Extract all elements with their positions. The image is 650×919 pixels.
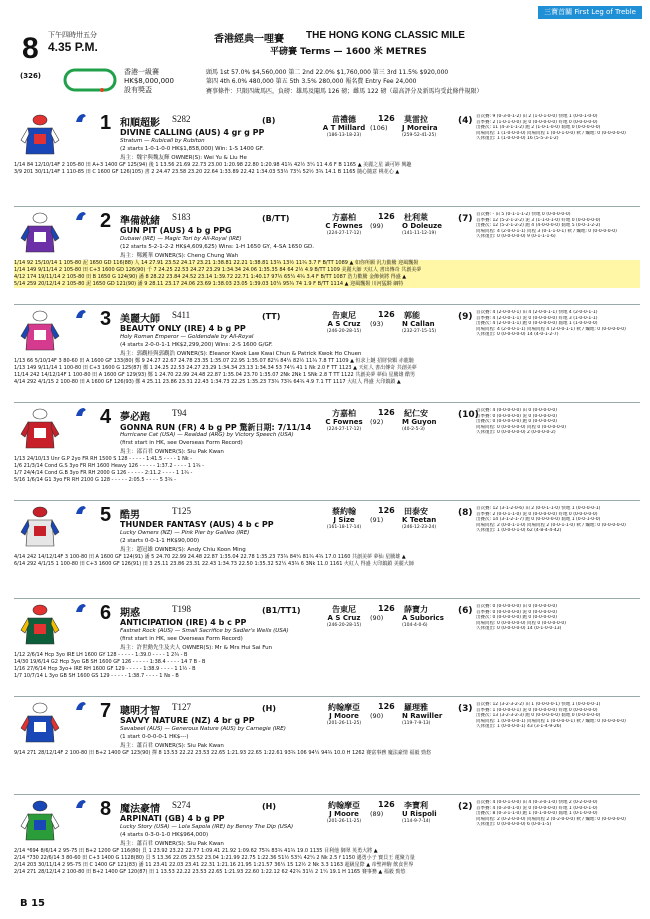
rating: (93) xyxy=(370,320,384,328)
horse-head-icon xyxy=(74,504,88,516)
stats-line: 首次賽: 4 (2-0-0-0-1) 田 4 (2-0-0-1-1) 快地 4 (2-0-0-1-1) xyxy=(476,310,598,315)
form-row: 2/14 271 28/12/14 2 100-80 田 B+2 1400 GF 120(87) 田 1 13.53 22.22 23.53 22.65 1:21.93 22.60 1:22.12 62 42¾ 31½ 2 1¼ 19.1 H 1165 賽事務 ▲ 福毅 勁悠 xyxy=(14,869,406,875)
brand-number: T127 xyxy=(172,702,191,712)
stats-line: 同場同程: 1 (1-0-0-0-0) 同場同程 1 (0-0-1-0-0) 軟 / 爛地: 0 (0-0-0-0-0) xyxy=(476,130,626,136)
barrier-draw: (8) xyxy=(458,508,473,518)
trainer-en: A S Cruz xyxy=(327,614,361,622)
runner-divider xyxy=(14,696,640,697)
form-row: 1/12 2/6/14 Hcp 3yo IRE LH 1600 GY 128 - - - - - 1:39.0 - - - - 1 2¾ - B xyxy=(14,652,188,658)
horse-name-cn: 夢必跑 xyxy=(120,412,150,423)
race-title-en: THE HONG KONG CLASSIC MILE xyxy=(306,30,465,41)
barrier-draw: (10) xyxy=(458,410,479,420)
form-row: 5/14 259 20/12/14 2 105-80 泥 1650 GD 121(90) 潘 9 28.11 23.17 24.06 23.69 1:38.03 23.05 1:39.03 10¼ 95¾ 74 1.9 F B/TT 1114 ▲ 迎風飄揚 川河猛騎 綱特 xyxy=(14,281,640,288)
stats-line: 首季賽: 2 (1-0-1-0-0) 泥 0 (0-0-0-0-0) 好地 0 (0-0-0-0-0) xyxy=(476,119,598,125)
stats-line: 同場同程: 4 (2-0-0-1-1) 同場同程 4 (2-0-0-1-1) 軟 / 爛地: 0 (0-0-0-0-0) xyxy=(476,326,626,332)
stats-line: 出賽次: 8 (0-3-1-1-0) 跑 1 (0-1-0-0-0) 黏地 1 (0-1-0-0-0) xyxy=(476,811,598,817)
form-table xyxy=(14,750,640,757)
stats-line: 首次賽: 12 (3-1-2-0-6) 田 2 (0-0-1-1-0) 快地 1 (0-0-0-0-1) xyxy=(476,506,601,511)
barrier-draw: (2) xyxy=(458,802,473,812)
runner-divider xyxy=(14,206,640,207)
form-table xyxy=(14,554,640,568)
stats-line: 首季賽: 4 (2-0-0-1-1) 泥 0 (0-0-0-0-0) 好地 3 (1-0-0-1-1) xyxy=(476,315,598,321)
pedigree: Fastnet Rock (AUS) — Small Sacrifice by Sadler's Wells (USA) xyxy=(120,628,289,634)
brand-number: S411 xyxy=(172,310,191,320)
runner-entry xyxy=(14,502,640,602)
rating: (99) xyxy=(370,222,384,230)
race-conditions: 賽事條件：只限四歲馬匹，負磅：雄馬及閹馬 126 磅；雌馬 122 磅（最高評分及新馬均受此條件規限） xyxy=(206,88,483,95)
form-row: 1/7 10/7/14 L 3yo GB SH 1600 GS 129 - - - - - 1:38.7 - - - - 1 Ns - B xyxy=(14,673,179,679)
form-row: 2/14 *694 8/6/14 2 95-75 田 B+2 1200 GF 116(80) 貝 1 23.92 23.22 22.77 1:09.41 21.92 1:09.62 75¾ 83¾ 41¾ 19.0 1135 目利他 御翠 英勇大將 ▲ xyxy=(14,848,378,854)
stats-line: 首次賽: 4 (0-0-0-0-0) 田 0 (0-0-0-0-0) xyxy=(476,408,558,413)
form-row: 2/14 203 30/11/14 2 95-75 田 C 1400 GF 121(83) 潘 11 23.41 22.03 23.41 22.31 1:21.16 21.95 1:21.57 36¼ 15 12½ 2 Nk 3.3 1163 超級星際 ▲ 帝聖神駒 飲食世界 xyxy=(14,862,414,868)
rating: (90) xyxy=(370,614,384,622)
form-table xyxy=(14,162,640,176)
gear: (B/TT) xyxy=(262,214,290,223)
jockey-cn: 羅理雅 xyxy=(404,703,428,712)
form-table xyxy=(14,652,640,680)
runner-entry xyxy=(14,208,640,308)
rating: (106) xyxy=(370,124,388,132)
brand-number: T125 xyxy=(172,506,191,516)
weight: 126 xyxy=(378,800,395,809)
stats-line: 首次賽: 12 (3-2-3-2-2) 田 1 (0-0-0-0-1) 快地 1 (0-0-0-0-1) xyxy=(476,702,601,707)
pedigree: Holy Roman Emperor — Goldendale by All-Royal xyxy=(120,334,254,340)
trainer-record: (224-27-17-12) xyxy=(326,427,362,432)
jockey-cn: 李寶利 xyxy=(404,801,428,810)
race-number: 8 xyxy=(22,32,39,65)
stats-block xyxy=(476,702,636,730)
horse-name-en: DIVINE CALLING (AUS) 4 gr g PP xyxy=(120,128,265,137)
trainer-cn: 方嘉柏 xyxy=(332,409,356,418)
gear: (B) xyxy=(262,116,276,125)
trainer-cn: 告東尼 xyxy=(332,605,356,614)
jockey-en: M Guyon xyxy=(402,418,437,426)
stats-line: 久休復出: 0 (0-0-0-0-0) 2 (0-0-0-0-2) xyxy=(476,430,556,436)
form-row: 2/14 *730 22/6/14 3 80-60 田 C+3 1400 G 1128(80) 貝 5 13.36 22.05 23.52 23.04 1:21.99 22.75 1:22.36 51½ 53¼ 42¼ 2 Nk 2.5 f 1150 邁勇小子 寶貝王 蓮聚力量 xyxy=(14,855,415,861)
form-row: 1/13 24/10/13 Unr G.P 2yo FR RH 1500 S 128 - - - - - 1:41.5 - - - - 1 Nk - xyxy=(14,456,193,462)
career-record: (12 starts 5-2-1-2-2 HK$4,609,625) Wins: 1-H 1650 GY, 4-SA 1650 GD. xyxy=(120,244,314,250)
weight: 126 xyxy=(378,310,395,319)
form-row: 1/6 21/3/14 Cond G.S 3yo FR RH 1600 Heavy 126 - - - - - 1:37.2 - - - - 1 1¾ - xyxy=(14,463,204,469)
stats-line: 同場同程: 2 (0-0-1-1-0) 同場同程 2 (0-0-1-1-0) 軟 / 爛地: 0 (0-0-0-0-0) xyxy=(476,522,626,528)
brand-number: S183 xyxy=(172,212,191,222)
stats-line: 久休復出: 0 (0-0-0-0-0) 6 (0-0-1-5) xyxy=(476,822,552,828)
stats-line: 出賽次: 0 (0-0-0-0-0) 跑 0 (0-0-0-0-0) xyxy=(476,615,558,621)
trainer-cn: 約翰摩亞 xyxy=(328,801,360,810)
career-record: (4 starts 2-0-0-1-1 HK$2,299,200) Wins: 2-S 1600 G/GF. xyxy=(120,342,273,348)
brand-number: S274 xyxy=(172,800,191,810)
stats-line: 首季賽: 2 (0-0-1-1-0) 泥 0 (0-0-0-0-0) 好地 0 (0-0-0-0-0) xyxy=(476,511,598,517)
trainer-en: C Fownes xyxy=(325,222,363,230)
trainer-cn: 告東尼 xyxy=(332,311,356,320)
horse-head-icon xyxy=(74,602,88,614)
runner-divider xyxy=(14,598,640,599)
prize-money xyxy=(206,68,448,86)
horse-head-icon xyxy=(74,308,88,320)
race-class xyxy=(124,68,174,95)
stats-block xyxy=(476,114,636,142)
stats-line: 出賽次: 0 (0-0-0-0-0) 跑 0 (0-0-0-0-0) xyxy=(476,419,558,425)
stats-line: 同場同程: 0 (0-0-0-0-0) 同程 0 (0-0-0-0-0) xyxy=(476,620,567,626)
owner: 馬主：許世勳先生及夫人 OWNER(S): Mr & Mrs Hui Sai Fun xyxy=(120,645,273,651)
owner: 馬主：郭觀桂與郭觀浩 OWNER(S): Eleanor Kwok Law Kwai Chun & Patrick Kwok Ho Chuen xyxy=(120,351,362,357)
form-row: 9/14 271 28/12/14F 2 100-80 田 B+2 1400 GF 123(90) 擇 8 13.53 22.22 23.53 22.65 1:21.93 22.65 1:22.61 93¾ 106 94¼ 94¾ 10.0 H 1262 賽富事務 魔法豪情 福毅 勁悠 xyxy=(14,750,432,756)
trainer-en: A T Millard xyxy=(322,124,366,132)
pedigree: Lucky Story (USA) — Lola Sapola (IRE) by Benny The Dip (USA) xyxy=(120,824,294,830)
barrier-draw: (6) xyxy=(458,606,473,616)
barrier-draw: (7) xyxy=(458,214,473,224)
owner: 馬主：鄭鑊華 OWNER(S): Cheng Chung Wah xyxy=(120,253,239,259)
runner-entry xyxy=(14,110,640,210)
stats-line: 同場同程: 4 (2-0-0-1-1) 同程 3 (0-1-1-0-1) 軟 / 爛地: 0 (0-0-0-0-0) xyxy=(476,228,617,234)
stats-block xyxy=(476,604,636,632)
owner: 馬主：邵百君 OWNER(S): Siu Pak Kwan xyxy=(120,449,224,455)
horse-name-en: THUNDER FANTASY (AUS) 4 b c PP xyxy=(120,520,274,529)
weight: 126 xyxy=(378,408,395,417)
career-record: (4 starts 0-3-0-1-0 HK$964,000) xyxy=(120,832,209,838)
jockey-en: K Teetan xyxy=(402,516,437,524)
stats-line: 出賽次: 13 (3-2-3-2-3) 跑 0 (0-0-0-0-0) 黏地 0 (0-0-0-0-0) xyxy=(476,713,601,719)
gear: (H) xyxy=(262,802,277,811)
jockey-silks-icon xyxy=(20,212,60,254)
form-row: 1/14 84 12/10/14F 2 105-80 田 A+3 1400 GF 125(94) 後 1 13.56 21.69 22.73 23.00 1:20.98 22.80 1:20.98 41¾ 42½ 3¼ 11 4.6 F B 1165 ▲ 美麗之星 識可婷 興趣 xyxy=(14,162,412,168)
stats-line: 首季賽: 1 (0-0-0-0-1) 泥 0 (0-0-0-0-0) 好地 0 (0-0-0-0-0) xyxy=(476,707,598,713)
saddle-cloth-number: 4 xyxy=(100,406,112,428)
jockey-en: N Rawiller xyxy=(402,712,443,720)
horse-name-en: SAVVY NATURE (NZ) 4 br g PP xyxy=(120,716,255,725)
runner-entry xyxy=(14,698,640,798)
trainer-record: (186-13-18-23) xyxy=(326,133,362,138)
barrier-draw: (9) xyxy=(458,312,473,322)
stats-line: 久休復出: 0 (0-0-0-0-0) 9 (0-1-1-1-6) xyxy=(476,234,556,240)
jockey-record: (232-27-15-15) xyxy=(402,329,437,334)
owner: 馬主：蕭百君 OWNER(S): Siu Pak Kwan xyxy=(120,841,224,847)
jockey-record: (246-12-23-24) xyxy=(402,525,437,530)
runner-divider xyxy=(14,402,640,403)
horse-name-cn: 期惑 xyxy=(120,608,140,619)
stats-block xyxy=(476,408,636,436)
page-number: B 15 xyxy=(20,898,46,909)
owner: 馬主：魏宇與魏友輝 OWNER(S): Wei Yu & Liu He xyxy=(120,155,247,161)
jockey-silks-icon xyxy=(20,310,60,352)
horse-name-en: GONNA RUN (FR) 4 b g PP 驚新日期: 7/11/14 xyxy=(120,423,312,432)
form-row: 6/14 292 4/1/15 1 100-80 田 C+3 1600 GF 126(91) 田 3 25.11 23.86 23.31 22.43 1:34.73 22.50 1:35.32 52¼ 43¾ 6 3Nk 11.0 1161 火紅人 得盛 大印鎮鎖 美麗大師 xyxy=(14,561,414,567)
jockey-silks-icon xyxy=(20,408,60,450)
trainer-cn: 苗禮德 xyxy=(332,115,356,124)
weight: 126 xyxy=(378,506,395,515)
form-row: 1/14 92 15/10/14 1 105-80 泥 1650 GD 116(88) 人 14 27.91 23.52 24.17 23.21 1:38.81 22.21 1:38.81 13¾ 13½ 11¾ 3.7 F B/TT 1089 ▲ 如你所願 汎力勤騰 迎風飄揚 xyxy=(14,260,640,267)
rating: (92) xyxy=(370,418,384,426)
weight: 126 xyxy=(378,702,395,711)
horse-name-en: ARPINATI (GB) 4 b g PP xyxy=(120,814,225,823)
career-record: (2 starts 0-0-1-1 HK$90,000) xyxy=(120,538,200,544)
trainer-cn: 方嘉柏 xyxy=(332,213,356,222)
race-time: 4.35 P.M. xyxy=(48,40,98,54)
horse-name-cn: 聰明才智 xyxy=(120,706,160,717)
track-map-icon xyxy=(62,66,118,94)
trainer-en: J Moore xyxy=(329,810,359,818)
trainer-en: C Fownes xyxy=(325,418,363,426)
horse-head-icon xyxy=(74,406,88,418)
stats-line: 久休復出: 0 (0-0-0-0-0) 14 (4-0-1-2-7) xyxy=(476,332,559,338)
jockey-cn: 莫雷拉 xyxy=(404,115,428,124)
form-row: 5/16 1/6/14 G1 3yo FR RH 2100 G 128 - - - - - 2:05.5 - - - - 5 3¾ - xyxy=(14,477,176,483)
race-trophy: 設有獎盃 xyxy=(124,86,152,94)
form-row: 4/14 242 14/12/14F 3 100-80 田 A 1600 GF 124(91) 潘 5 24.70 22.99 24.48 22.87 1:35.04 22.78 1:35.23 73¾ 84¼ 81¾ 4¾ 17.0 1160 共創美夢 夢仙 星騰雄 ▲ xyxy=(14,554,406,560)
trainer-record: (246-20-28-15) xyxy=(326,329,362,334)
runner-entry xyxy=(14,796,640,896)
saddle-cloth-number: 8 xyxy=(100,798,112,820)
form-table xyxy=(14,456,640,484)
jockey-en: U Rispoli xyxy=(402,810,437,818)
jockey-cn: 田泰安 xyxy=(404,507,428,516)
saddle-cloth-number: 2 xyxy=(100,210,112,232)
race-terms: 平磅賽 Terms — 1600 米 METRES xyxy=(270,47,427,57)
gear: (B1/TT1) xyxy=(262,606,301,615)
stats-block xyxy=(476,800,636,828)
stats-line: 出賽次: 12 (5-2-1-2-2) 跑 4 (4-0-0-0-0) 黏地 5 (0-0-1-2-2) xyxy=(476,223,601,229)
stats-line: 同場同程: 1 (0-0-0-0-1) 同場同程 1 (0-0-0-0-1) 軟 / 爛地: 0 (0-0-0-0-0) xyxy=(476,718,626,724)
stats-line: 出賽次: 4 (2-0-0-1-1) 跑 0 (0-0-0-0-0) 黏地 1 (1-0-0-0-0) xyxy=(476,321,598,327)
runner-entry xyxy=(14,600,640,700)
rating: (89) xyxy=(370,810,384,818)
pedigree: Savabeel (AUS) — Generous Nature (AUS) by Carnegie (IRE) xyxy=(120,726,286,732)
race-header xyxy=(14,20,640,110)
stats-line: 久休復出: 1 (0-0-0-1-0) 62 (4-8-4-4-42) xyxy=(476,528,562,534)
horse-head-icon xyxy=(74,798,88,810)
stats-line: 久休復出: 0 (0-0-0-0-0) 14 (0-1-0-0-13) xyxy=(476,626,562,632)
stats-line: 首次賽: 9 (0-3-0-1-2) 田 2 (1-0-1-0-0) 快地 1 (0-0-1-0-0) xyxy=(476,114,598,119)
brand-number: T198 xyxy=(172,604,191,614)
stats-line: 首季賽: 4 (0-3-0-1-0) 泥 0 (0-0-0-0-0) 好地 1 (0-0-0-1-0) xyxy=(476,805,598,811)
horse-name-cn: 準備就緒 xyxy=(120,216,160,227)
stats-line: 首次賽: 0 (0-0-0-0-0) 田 0 (0-0-0-0-0) xyxy=(476,604,558,609)
gear: (H) xyxy=(262,704,277,713)
horse-name-cn: 美麗大師 xyxy=(120,314,160,325)
form-table xyxy=(14,848,640,876)
form-table xyxy=(14,260,640,288)
jockey-record: (40-2-5-3) xyxy=(402,427,425,432)
pedigree: Hurricane Cat (USA) — Realdad (ARG) by Victory Speech (USA) xyxy=(120,432,294,438)
jockey-en: O Doleuze xyxy=(402,222,442,230)
runner-entry xyxy=(14,404,640,504)
jockey-record: (114-9-7-14) xyxy=(402,819,431,824)
saddle-cloth-number: 5 xyxy=(100,504,112,526)
pedigree: Lucky Owners (NZ) — Pink Pier by Galileo (IRE) xyxy=(120,530,250,536)
jockey-record: (119-7-9-13) xyxy=(402,721,431,726)
stats-block xyxy=(476,310,636,338)
stats-block xyxy=(476,212,636,240)
pedigree: Dubawi (IRE) — Magic Tori by All-Royal (IRE) xyxy=(120,236,242,242)
horse-name-cn: 和順超影 xyxy=(120,118,160,129)
stats-line: 首季賽: 0 (0-0-0-0-0) 泥 0 (0-0-0-0-0) xyxy=(476,413,558,419)
horse-name-cn: 酷男 xyxy=(120,510,140,521)
owner: 馬主：趙冠雄 OWNER(S): Andy Chiu Koon Ming xyxy=(120,547,246,553)
trainer-en: A S Cruz xyxy=(327,320,361,328)
trainer-record: (201-26-11-25) xyxy=(326,819,362,824)
stats-line: 同場同程: 0 (0-0-0-0-0) 同程 0 (0-0-0-0-0) xyxy=(476,424,567,430)
form-row: 1/14 149 9/11/14 2 105-80 田 C+3 1600 GD 126(90) 千 7 24.25 22.53 24.27 23.29 1:34.34 24.06 1:35.35 84 64 2½ 4.9 B/TT 1109 美麗大師 天紅人 書出傳奇 共創美夢 xyxy=(14,267,640,274)
trainer-cn: 約翰摩亞 xyxy=(328,703,360,712)
career-record: (2 starts 1-0-1-0-0 HK$1,858,000) Win: 1-S 1400 GF. xyxy=(120,146,264,152)
form-table xyxy=(14,358,640,386)
trainer-cn: 蔡約翰 xyxy=(332,507,356,516)
horse-name-en: GUN PIT (AUS) 4 b g PPG xyxy=(120,226,232,235)
stats-line: 首季賽: 12 (5-2-1-2-2) 泥 3 (1-1-0-1-0) 好地 0 (0-0-0-0-0) xyxy=(476,217,601,223)
race-time-cn: 下午四時卅五分 xyxy=(48,31,97,39)
saddle-cloth-number: 7 xyxy=(100,700,112,722)
form-row: 1/13 149 9/11/14 1 100-80 田 C+3 1600 G 125(87) 鄭 1 24.25 22.53 24.27 23.29 1:34.34 23.13 1:34.34 53 74¼ 41 1 Nk 2.0 F TT 1123 ▲ 天紅人 書出傳奇 共創美夢 xyxy=(14,365,417,371)
race-class-line: 香港一級賽 xyxy=(124,68,159,76)
form-row: 4/14 292 4/1/15 2 100-80 田 A 1600 GF 126(93) 鄭 4 25.11 23.86 23.31 22.43 1:34.73 22.25 1:35.23 73¾ 73¾ 64¾ 4.9 7.1 TT 1117 大紅人 得盛 大印鎮鎖 ▲ xyxy=(14,379,401,385)
saddle-cloth-number: 3 xyxy=(100,308,112,330)
horse-name-cn: 魔法豪情 xyxy=(120,804,160,815)
stats-line: 首季賽: 0 (0-0-0-0-0) 泥 0 (0-0-0-0-0) xyxy=(476,609,558,615)
stats-line: 首次賽: - 田 5 (0-1-1-1-2) 快地 0 (0-0-0-0-0) xyxy=(476,212,571,217)
trainer-en: J Moore xyxy=(329,712,359,720)
jockey-silks-icon xyxy=(20,604,60,646)
form-row: 3/9 201 30/11/14F 1 110-85 田 C 1600 GF 126(105) 書 2 24.47 23.58 23.20 22.64 1:33.89 22.42 1:34.03 53½ 73¼ 52½ 3¾ 14.1 B 1165 隨心隨意 桃花心 ▲ xyxy=(14,169,400,175)
jockey-silks-icon xyxy=(20,506,60,548)
career-record: (1 start 0-0-0-0-1 HK$---) xyxy=(120,734,189,740)
horse-head-icon xyxy=(74,700,88,712)
first-leg-treble-tag: 三寶首關 First Leg of Treble xyxy=(538,6,642,19)
form-row: 1/7 24/4/14 Cond G.B 3yo FR RH 2000 G 126 - - - - - 2:11.2 - - - - 1 1¾ - xyxy=(14,470,193,476)
trainer-record: (201-26-11-25) xyxy=(326,721,362,726)
form-row: 1/13 66 5/10/14F 3 80-60 田 A 1600 GF 133(80) 鄭 9 24.27 22.67 24.78 23.35 1:35.07 22.95 1:35.07 82¼ 84¼ 82½ 11¾ 7.8 TT 1109 ▲ 恒求上鏈 招財快顆 赤龍馳 xyxy=(14,358,414,364)
stats-line: 首次賽: 4 (0-0-1-0-0) 田 4 (0-3-0-1-0) 快地 2 (0-2-0-0-0) xyxy=(476,800,598,805)
horse-head-icon xyxy=(74,112,88,124)
jockey-record: (141-11-12-19) xyxy=(402,231,437,236)
race-title-cn: 香港經典一哩賽 xyxy=(214,34,284,45)
jockey-record: (104-4-0-6) xyxy=(402,623,428,628)
barrier-draw: (3) xyxy=(458,704,473,714)
rating: (90) xyxy=(370,712,384,720)
stats-line: 久休復出: 1 (1-0-0-0-0) 16 (5-5-3-1-2) xyxy=(476,136,559,142)
form-row: 11/14 242 14/12/14F 1 100-80 田 A 1600 GF 129(93) 鄭 1 24.70 22.99 24.48 22.87 1:35.04 23.70 1:35.07 2Nk 2Nk 1 SNk 2.8 T TT 1122 共創美夢 夢仙 星騰雄 酷男 xyxy=(14,372,416,378)
stats-block xyxy=(476,506,636,534)
runner-divider xyxy=(14,500,640,501)
jockey-silks-icon xyxy=(20,114,60,156)
rating: (91) xyxy=(370,516,384,524)
jockey-en: N Callan xyxy=(402,320,435,328)
jockey-cn: 紀仁安 xyxy=(404,409,428,418)
brand-number: S282 xyxy=(172,114,191,124)
trainer-en: J Size xyxy=(333,516,355,524)
form-row: 4/12 174 19/11/14 2 105-80 田 B 1650 G 124(90) 潘 8 28.22 23.84 24.52 23.14 1:39.72 22.71 1:40.17 97½ 65¼ 4¾ 3.4 F B/TT 1087 浩力歡騰 金飾俠將 得盛 ▲ xyxy=(14,274,640,281)
trainer-record: (224-27-17-12) xyxy=(326,231,362,236)
runner-entry xyxy=(14,306,640,406)
trainer-record: (246-20-28-15) xyxy=(326,623,362,628)
saddle-cloth-number: 1 xyxy=(100,112,112,134)
saddle-cloth-number: 6 xyxy=(100,602,112,624)
form-row: 14/30 19/6/14 G2 Hcp 3yo GB SH 1600 GF 126 - - - - - 1:38.4 - - - - 14 7 B - B xyxy=(14,659,206,665)
runner-divider xyxy=(14,794,640,795)
runner-divider xyxy=(14,304,640,305)
jockey-silks-icon xyxy=(20,702,60,744)
weight: 126 xyxy=(378,212,395,221)
stats-line: 出賽次: 11 (4-3-1-1-2) 跑 2 (1-0-1-0-0) 黏地 0 (0-0-0-0-0) xyxy=(476,125,601,131)
jockey-en: A Suborics xyxy=(402,614,444,622)
jockey-en: J Moreira xyxy=(402,124,438,132)
stats-line: 久休復出: 1 (0-0-0-0-1) 43 (3-1-4-9-26) xyxy=(476,724,562,730)
barrier-draw: (4) xyxy=(458,116,473,126)
career-record: (first start in HK, see Overseas Form Record) xyxy=(120,440,243,446)
brand-number: T94 xyxy=(172,408,187,418)
prize-row: 頭馬 1st 57.0% $4,560,000 第二 2nd 22.0% $1,760,000 第三 3rd 11.5% $920,000 xyxy=(206,69,449,76)
trainer-record: (161-18-17-14) xyxy=(326,525,362,530)
jockey-cn: 薛寶力 xyxy=(404,605,428,614)
gear: (TT) xyxy=(262,312,281,321)
weight: 126 xyxy=(378,114,395,123)
jockey-cn: 郭能 xyxy=(404,311,420,320)
race-id: (326) xyxy=(20,72,42,80)
pedigree: Stratum — Rubicall by Rubiton xyxy=(120,138,205,144)
form-row: 1/16 27/6/14 Hcp 3yo+ IRE RH 1600 GF 129 - - - - - 1:38.9 - - - - 1 1½ - B xyxy=(14,666,196,672)
jockey-cn: 杜利萊 xyxy=(404,213,428,222)
jockey-silks-icon xyxy=(20,800,60,842)
stats-line: 出賽次: 14 (3-1-2-1-7) 跑 0 (0-0-0-0-0) 黏地 1 (0-0-1-0-0) xyxy=(476,517,601,523)
weight: 126 xyxy=(378,604,395,613)
horse-name-en: ANTICIPATION (IRE) 4 b c PP xyxy=(120,618,247,627)
owner: 馬主：蕭百君 OWNER(S): Siu Pak Kwan xyxy=(120,743,224,749)
race-purse: HK$8,000,000 xyxy=(124,77,174,85)
prize-row: 第四 4th 6.0% 480,000 第五 5th 3.5% 280,000 報名費 Entry Fee 24,000 xyxy=(206,78,417,85)
career-record: (first start in HK, see Overseas Form Record) xyxy=(120,636,243,642)
horse-head-icon xyxy=(74,210,88,222)
stats-line: 同場同程: 2 (0-2-0-0-0) 同場同程 2 (0-2-0-0-0) 軟 / 爛地: 0 (0-0-0-0-0) xyxy=(476,816,626,822)
horse-name-en: BEAUTY ONLY (IRE) 4 b g PP xyxy=(120,324,246,333)
jockey-record: (259-52-41-25) xyxy=(402,133,437,138)
